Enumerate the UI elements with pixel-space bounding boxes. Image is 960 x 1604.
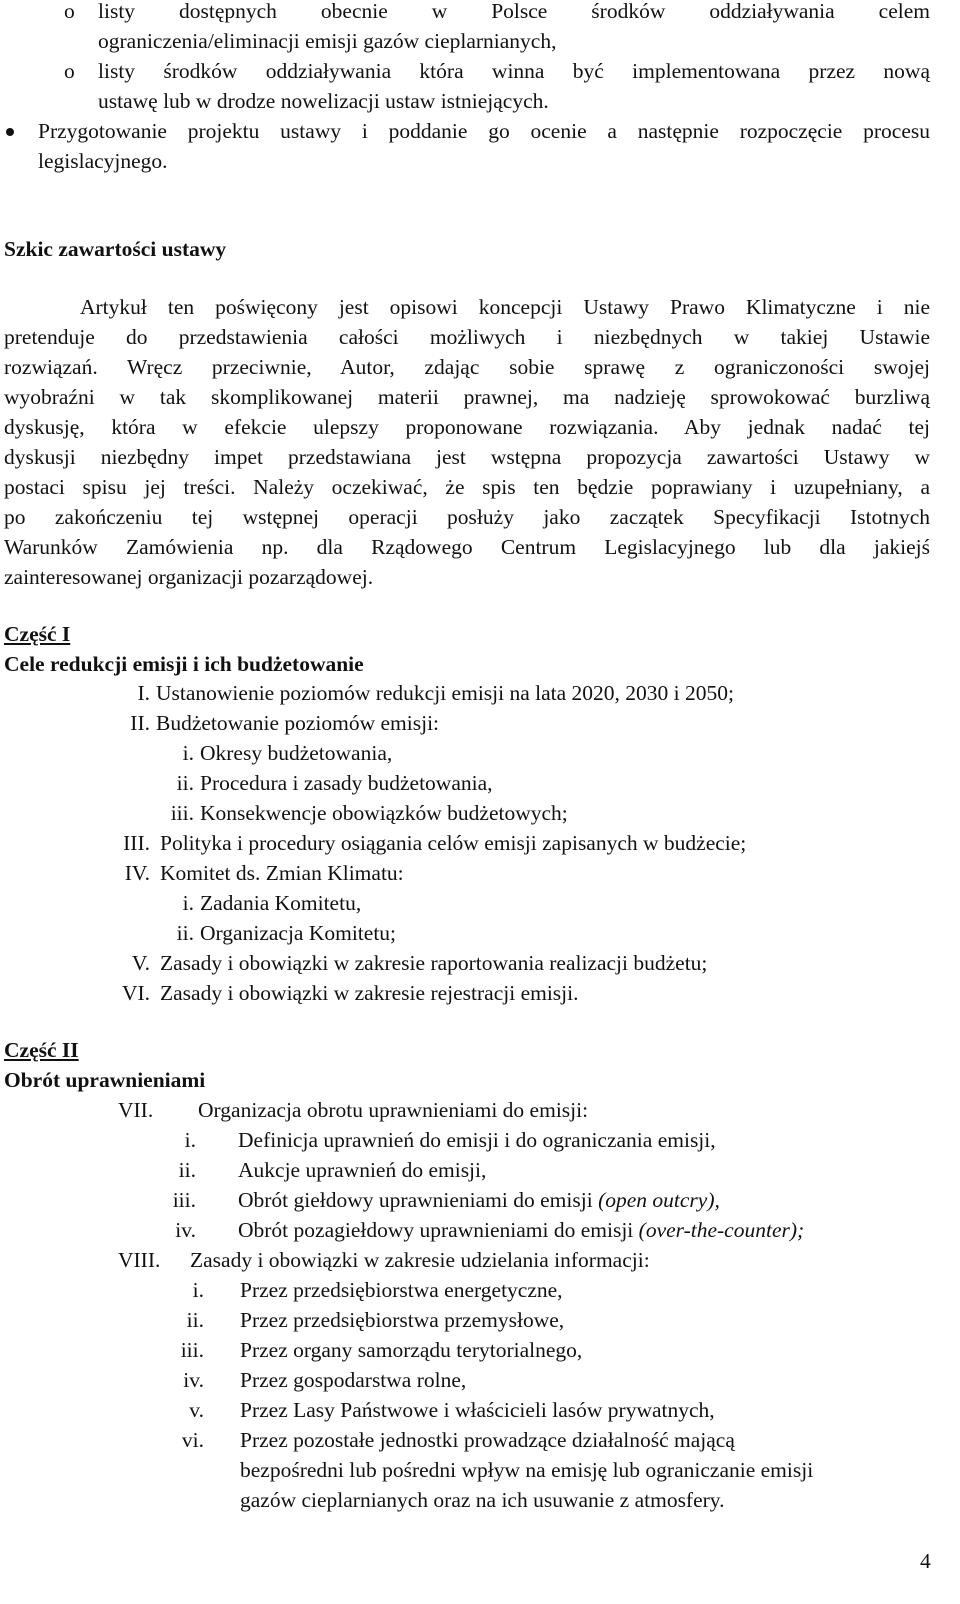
toc-item: Przez przedsiębiorstwa energetyczne, [240, 1278, 563, 1302]
toc-item: gazów cieplarnianych oraz na ich usuwanie z atmosfery. [240, 1488, 725, 1512]
item-number: v. [189, 1398, 204, 1422]
list-item-line: ograniczenia/eliminacji emisji gazów cieplarnianych, [98, 29, 557, 53]
toc-item: Polityka i procedury osiągania celów emisji zapisanych w budżecie; [160, 831, 747, 855]
toc-item-italic: (over-the-counter); [638, 1218, 805, 1242]
toc-item: Przez Lasy Państwowe i właścicieli lasów prywatnych, [240, 1398, 715, 1422]
toc-item: Przez gospodarstwa rolne, [240, 1368, 467, 1392]
paragraph-line: wyobraźni w tak skomplikowanej materii prawnej, ma nadzieję sprowokować burzliwą [4, 385, 930, 409]
toc-item: Konsekwencje obowiązków budżetowych; [200, 801, 568, 825]
part-title: Obrót uprawnieniami [4, 1068, 206, 1092]
item-number: iii. [180, 1338, 204, 1362]
toc-item-italic: (open outcry), [598, 1188, 720, 1212]
toc-item: bezpośredni lub pośredni wpływ na emisję lub ograniczanie emisji [240, 1458, 814, 1482]
toc-item-text: Obrót giełdowy uprawnieniami do emisji [238, 1188, 593, 1212]
list-item-line: ustawę lub w drodze nowelizacji ustaw istniejących. [98, 89, 549, 113]
item-number: VI. [121, 981, 150, 1005]
toc-item [238, 1185, 720, 1215]
item-number: ii. [176, 921, 194, 945]
toc-item: Przez przedsiębiorstwa przemysłowe, [240, 1308, 565, 1332]
section-title: Szkic zawartości ustawy [4, 237, 227, 261]
toc-item-text: Obrót pozagiełdowy uprawnieniami do emisji [238, 1218, 634, 1242]
part-label: Część II [4, 1038, 79, 1062]
toc-item: Aukcje uprawnień do emisji, [238, 1158, 487, 1182]
toc-item: Zasady i obowiązki w zakresie rejestracji emisji. [160, 981, 579, 1005]
list-item-line: listy dostępnych obecnie w Polsce środków oddziaływania celem [98, 0, 930, 23]
item-number: i. [182, 741, 194, 765]
paragraph-line: pretenduje do przedstawienia całości możliwych i niezbędnych w takiej Ustawie [4, 325, 930, 349]
paragraph-line: rozwiązań. Wręcz przeciwnie, Autor, zdając sobie sprawę z ograniczoności swojej [4, 355, 930, 379]
item-number: iii. [172, 1188, 196, 1212]
sub-bullet-marker: o [64, 59, 75, 83]
item-number: iv. [175, 1218, 196, 1242]
paragraph-line: Artykuł ten poświęcony jest opisowi koncepcji Ustawy Prawo Klimatyczne i nie [80, 295, 930, 319]
list-item-line: legislacyjnego. [38, 149, 168, 173]
list-item-line: Przygotowanie projektu ustawy i poddanie go ocenie a następnie rozpoczęcie procesu [38, 119, 930, 143]
paragraph-line: po zakończeniu tej wstępnej operacji posłuży jako zaczątek Specyfikacji Istotnych [4, 505, 930, 529]
paragraph-line: zainteresowanej organizacji pozarządowej. [4, 565, 374, 589]
item-number: VIII. [118, 1248, 161, 1272]
sub-bullet-marker: o [64, 0, 75, 23]
toc-item: Komitet ds. Zmian Klimatu: [160, 861, 404, 885]
toc-item: Organizacja obrotu uprawnieniami do emisji: [198, 1098, 589, 1122]
toc-item [238, 1215, 804, 1245]
toc-item: Zadania Komitetu, [200, 891, 362, 915]
part-title: Cele redukcji emisji i ich budżetowanie [4, 652, 364, 676]
item-number: ii. [186, 1308, 204, 1332]
item-number: V. [131, 951, 150, 975]
toc-item: Procedura i zasady budżetowania, [200, 771, 493, 795]
toc-item: Przez organy samorządu terytorialnego, [240, 1338, 583, 1362]
item-number: vi. [181, 1428, 204, 1452]
toc-item: Zasady i obowiązki w zakresie raportowania realizacji budżetu; [160, 951, 708, 975]
paragraph-line: dyskusję, która w efekcie ulepszy proponowane rozwiązania. Aby jednak nadać tej [4, 415, 930, 439]
toc-item: Przez pozostałe jednostki prowadzące działalność mającą [240, 1428, 735, 1452]
item-number: i. [192, 1278, 204, 1302]
toc-item: Organizacja Komitetu; [200, 921, 397, 945]
item-number: ii. [176, 771, 194, 795]
list-item-line: listy środków oddziaływania która winna być implementowana przez nową [98, 59, 930, 83]
page-number: 4 [920, 1549, 931, 1573]
toc-item: Ustanowienie poziomów redukcji emisji na lata 2020, 2030 i 2050; [156, 681, 735, 705]
paragraph-line: postaci spisu jej treści. Należy oczekiwać, że spis ten będzie poprawiany i uzupełniany, a [4, 475, 930, 499]
paragraph-line: Warunków Zamówienia np. dla Rządowego Centrum Legislacyjnego lub dla jakiejś [4, 535, 930, 559]
paragraph-line: dyskusji niezbędny impet przedstawiana jest wstępna propozycja zawartości Ustawy w [4, 445, 930, 469]
item-number: VII. [118, 1098, 154, 1122]
item-number: i. [182, 891, 194, 915]
toc-item: Definicja uprawnień do emisji i do ograniczania emisji, [238, 1128, 716, 1152]
part-label: Część I [4, 622, 71, 646]
item-number: ii. [178, 1158, 196, 1182]
item-number: iii. [170, 801, 194, 825]
item-number: i. [184, 1128, 196, 1152]
item-number: IV. [124, 861, 150, 885]
toc-item: Okresy budżetowania, [200, 741, 393, 765]
item-number: III. [123, 831, 150, 855]
bullet-icon [6, 128, 14, 136]
toc-item: Budżetowanie poziomów emisji: [156, 711, 440, 735]
item-number: I. [137, 681, 150, 705]
item-number: iv. [183, 1368, 204, 1392]
toc-item: Zasady i obowiązki w zakresie udzielania informacji: [190, 1248, 650, 1272]
item-number: II. [130, 711, 150, 735]
